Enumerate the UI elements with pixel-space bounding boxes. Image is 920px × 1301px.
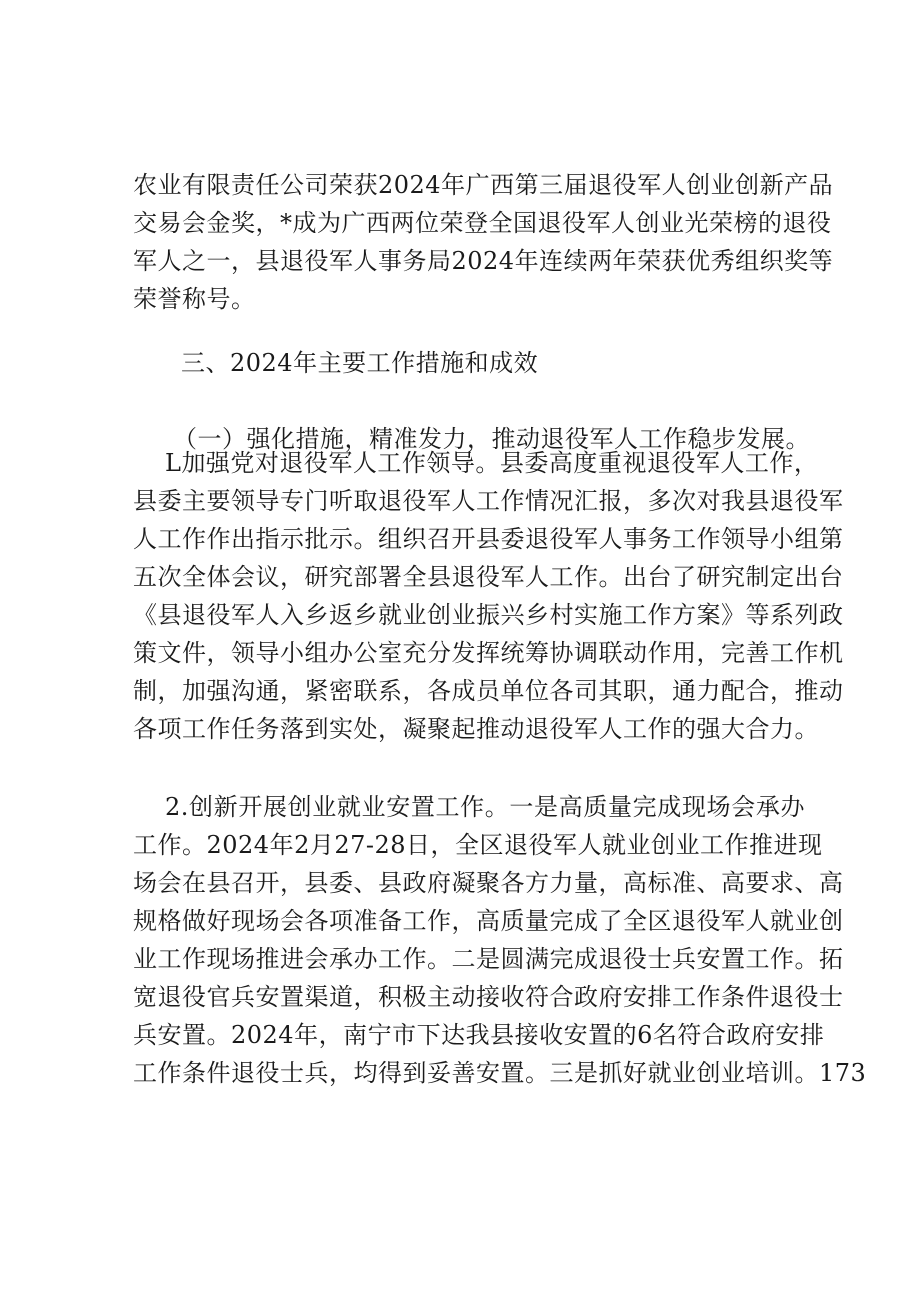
text-line: 场会在县召开，县委、县政府凝聚各方力量，高标准、高要求、高	[133, 869, 844, 897]
text-line: 工作条件退役士兵，均得到妥善安置。三是抓好就业创业培训。173	[133, 1059, 867, 1087]
text-line: 各项工作任务落到实处，凝聚起推动退役军人工作的强大合力。	[133, 715, 819, 743]
text-line: 五次全体会议，研究部署全县退役军人工作。出台了研究制定出台	[133, 563, 844, 591]
text-line: 业工作现场推进会承办工作。二是圆满完成退役士兵安置工作。拓	[133, 945, 844, 973]
text-line: 人工作作出指示批示。组织召开县委退役军人事务工作领导小组第	[133, 525, 844, 553]
text-line: 宽退役官兵安置渠道，积极主动接收符合政府安排工作条件退役士	[133, 983, 844, 1011]
paragraph-party-leadership-body	[133, 444, 844, 748]
text-line: 县委主要领导专门听取退役军人工作情况汇报，多次对我县退役军	[133, 487, 844, 515]
heading-text: （一）强化措施，精准发力，推动退役军人工作稳步发展。	[173, 425, 810, 453]
text-line: 工作。2024年2月27-28日，全区退役军人就业创业工作推进现	[133, 831, 823, 859]
text-line: L加强党对退役军人工作领导。县委高度重视退役军人工作，	[165, 449, 819, 477]
text-line: 荣誉称号。	[133, 285, 256, 313]
paragraph-employment-placement	[133, 788, 867, 1092]
text-line: 《县退役军人入乡返乡就业创业振兴乡村实施工作方案》等系列政	[133, 601, 844, 629]
section-heading-3	[133, 344, 805, 382]
text-line: 2.创新开展创业就业安置工作。一是高质量完成现场会承办	[165, 793, 805, 821]
text-line: 军人之一，县退役军人事务局2024年连续两年荣获优秀组织奖等	[133, 247, 834, 275]
text-line: 规格做好现场会各项准备工作，高质量完成了全区退役军人就业创	[133, 907, 844, 935]
text-line: 兵安置。2024年，南宁市下达我县接收安置的6名符合政府安排	[133, 1021, 825, 1049]
text-line: 交易会金奖，*成为广西两位荣登全国退役军人创业光荣榜的退役	[133, 209, 832, 237]
heading-text: 三、2024年主要工作措施和成效	[181, 349, 539, 377]
text-line: 农业有限责任公司荣获2024年广西第三届退役军人创业创新产品	[133, 171, 834, 199]
paragraph-awards	[133, 166, 834, 318]
text-line: 策文件，领导小组办公室充分发挥统筹协调联动作用，完善工作机	[133, 639, 844, 667]
text-line: 制，加强沟通，紧密联系，各成员单位各司其职，通力配合，推动	[133, 677, 844, 705]
